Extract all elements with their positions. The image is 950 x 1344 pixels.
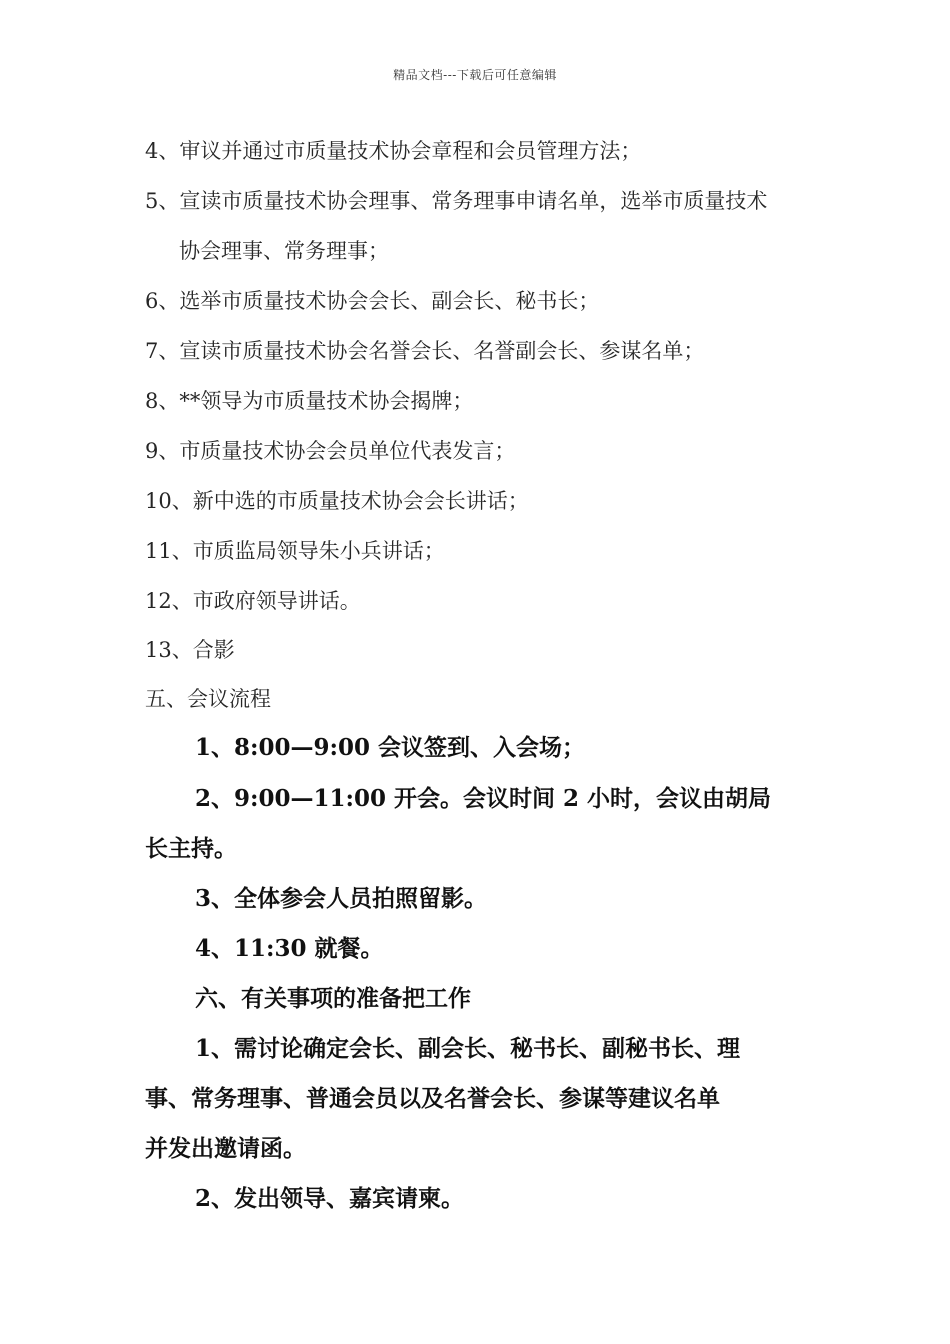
- agenda-item-5: 5、宣读市质量技术协会理事、常务理事申请名单，选举市质量技术: [145, 189, 768, 213]
- prep-item-1: 1、需讨论确定会长、副会长、秘书长、副秘书长、理: [195, 1035, 741, 1062]
- section-heading-6: 六、有关事项的准备把工作: [195, 985, 471, 1012]
- prep-item-1-continued-b: 并发出邀请函。: [145, 1135, 306, 1162]
- section-heading-5: 五、会议流程: [145, 687, 271, 711]
- prep-item-1-continued-a: 事、常务理事、普通会员以及名誉会长、参谋等建议名单: [145, 1085, 720, 1112]
- agenda-item-9: 9、市质量技术协会会员单位代表发言；: [145, 439, 516, 463]
- agenda-item-4: 4、审议并通过市质量技术协会章程和会员管理方法；: [145, 139, 642, 163]
- agenda-item-8: 8、**领导为市质量技术协会揭牌；: [145, 389, 474, 413]
- agenda-item-13: 13、合影: [145, 638, 235, 662]
- agenda-item-7: 7、宣读市质量技术协会名誉会长、名誉副会长、参谋名单；: [145, 339, 705, 363]
- page-header: 精品文档---下载后可任意编辑: [393, 68, 557, 82]
- flow-item-2: 2、9:00—11:00 开会。会议时间 2 小时，会议由胡局: [195, 785, 772, 812]
- agenda-item-11: 11、市质监局领导朱小兵讲话；: [145, 539, 445, 563]
- agenda-item-5-continued: 协会理事、常务理事；: [179, 239, 389, 263]
- flow-item-1: 1、8:00—9:00 会议签到、入会场；: [195, 734, 586, 761]
- flow-item-2-continued: 长主持。: [145, 835, 237, 862]
- flow-item-3: 3、全体参会人员拍照留影。: [195, 885, 488, 912]
- agenda-item-12: 12、市政府领导讲话。: [145, 589, 361, 613]
- agenda-item-10: 10、新中选的市质量技术协会会长讲话；: [145, 489, 529, 513]
- flow-item-4: 4、11:30 就餐。: [195, 935, 384, 962]
- prep-item-2: 2、发出领导、嘉宾请柬。: [195, 1185, 465, 1212]
- agenda-item-6: 6、选举市质量技术协会会长、副会长、秘书长；: [145, 289, 600, 313]
